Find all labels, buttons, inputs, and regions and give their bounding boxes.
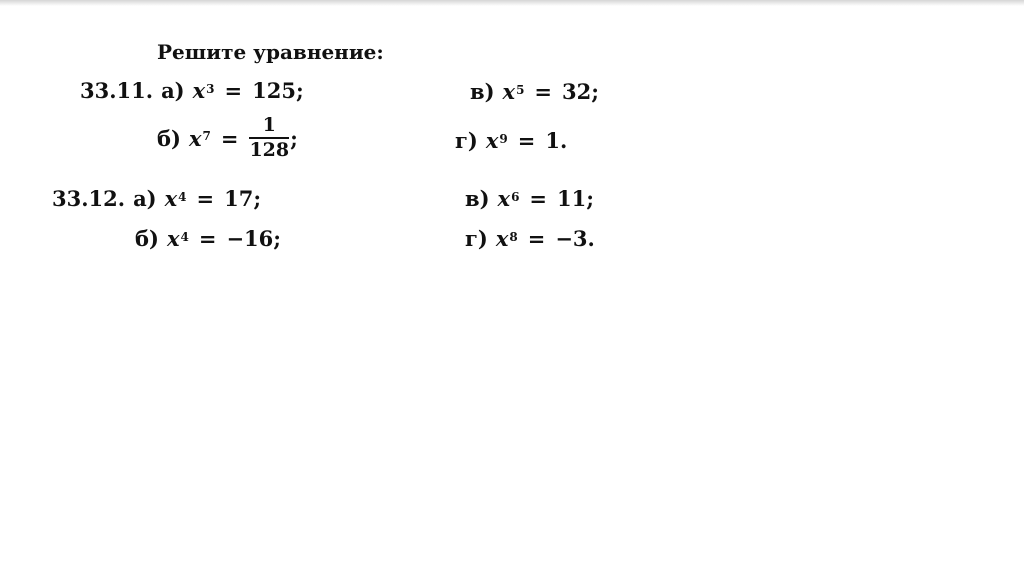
equation — [486, 128, 567, 153]
right-hand-side: −3 — [555, 226, 588, 251]
item-label: в) — [470, 79, 495, 104]
right-hand-side: −16 — [226, 226, 274, 251]
exercise-heading: Решите уравнение: — [157, 40, 384, 64]
item-label: б) — [157, 125, 181, 151]
right-hand-side: 17 — [224, 186, 254, 211]
variable: x — [188, 125, 202, 151]
problem-number: 33.12. — [52, 186, 126, 211]
item-label: б) — [135, 226, 159, 251]
fraction-denominator: 128 — [249, 139, 290, 161]
item-label: г) — [465, 226, 488, 251]
equation — [165, 186, 262, 211]
problem-33-11-b — [157, 116, 298, 160]
fraction-numerator: 1 — [262, 114, 276, 136]
equation — [167, 226, 281, 251]
item-label: а) — [133, 186, 157, 211]
punctuation: . — [559, 128, 568, 153]
exponent: 9 — [499, 131, 508, 146]
fraction — [249, 116, 289, 160]
variable: x — [495, 226, 509, 251]
equals-sign: = — [196, 186, 215, 211]
equation — [193, 78, 304, 103]
exponent: 6 — [511, 189, 520, 204]
problem-33-11-g — [455, 128, 567, 153]
variable: x — [485, 128, 499, 153]
exponent: 4 — [180, 229, 189, 244]
problem-33-11-v — [470, 79, 599, 104]
equation — [496, 226, 595, 251]
punctuation: ; — [586, 186, 595, 211]
equals-sign: = — [224, 78, 243, 103]
exponent: 7 — [202, 129, 211, 143]
equals-sign: = — [220, 125, 239, 151]
slide-top-border — [0, 0, 1024, 6]
variable: x — [164, 186, 178, 211]
equals-sign: = — [198, 226, 217, 251]
exponent: 8 — [509, 229, 518, 244]
problem-33-12-a — [52, 186, 261, 211]
exponent: 3 — [206, 81, 215, 96]
problem-33-11-a — [80, 78, 304, 103]
equals-sign: = — [517, 128, 536, 153]
right-hand-side: 32 — [562, 79, 592, 104]
item-label: в) — [465, 186, 490, 211]
problem-number: 33.11. — [80, 78, 154, 103]
exponent: 4 — [178, 189, 187, 204]
right-hand-side: 1 — [545, 128, 560, 153]
punctuation: ; — [273, 226, 282, 251]
item-label: г) — [455, 128, 478, 153]
variable: x — [166, 226, 180, 251]
equals-sign: = — [529, 186, 548, 211]
variable: x — [192, 78, 206, 103]
equation — [503, 79, 600, 104]
equation — [189, 116, 298, 160]
punctuation: ; — [290, 125, 298, 151]
punctuation: ; — [253, 186, 262, 211]
punctuation: . — [587, 226, 595, 251]
punctuation: ; — [295, 78, 304, 103]
problem-33-12-v — [465, 186, 594, 211]
equals-sign: = — [534, 79, 553, 104]
right-hand-side: 125 — [252, 78, 296, 103]
item-label: а) — [161, 78, 185, 103]
equals-sign: = — [527, 226, 546, 251]
problem-33-12-b — [135, 226, 281, 251]
equation — [498, 186, 595, 211]
problem-33-12-g — [465, 226, 595, 251]
punctuation: ; — [591, 79, 600, 104]
right-hand-side: 11 — [557, 186, 587, 211]
variable: x — [497, 186, 511, 211]
variable: x — [502, 79, 516, 104]
exponent: 5 — [516, 82, 525, 97]
